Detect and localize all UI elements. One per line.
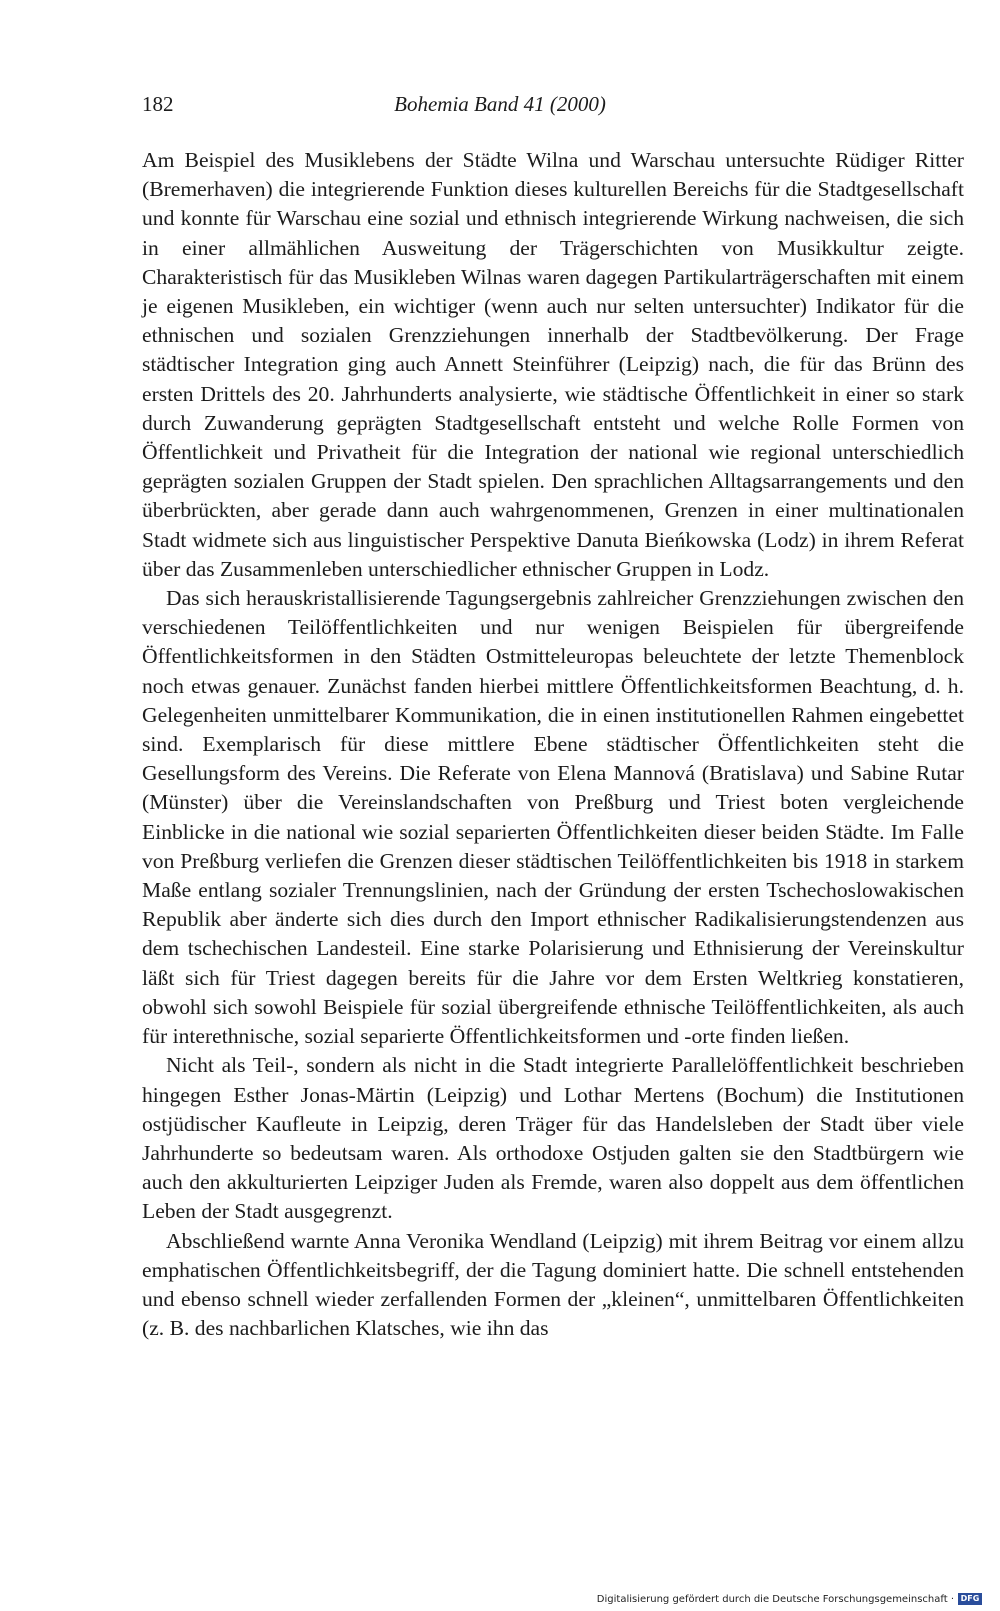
dfg-logo-icon: DFG [958,1593,982,1605]
paragraph: Am Beispiel des Musiklebens der Städte Wilna und Warschau untersuchte Rüdiger Ritter (Bremerhaven) die integrierende Funktion dieses kulturellen Bereichs für die Stadtgesellschaft und konnte für Warschau eine sozial und ethnisch integrierende Wirkung nachweisen, die sich in einer allmählichen Ausweitung der Trägerschichten von Musikkultur zeigte. Charakteristisch für das Musikleben Wilnas waren dagegen Partikularträgerschaften mit einem je eigenen Musikleben, ein wichtiger (wenn auch nur selten untersuchter) Indikator für die ethnischen und sozialen Grenzziehungen innerhalb der Stadtbevölkerung. Der Frage städtischer Integration ging auch Annett Steinführer (Leipzig) nach, die für das Brünn des ersten Drittels des 20. Jahrhunderts analysierte, wie städtische Öffentlichkeit in einer so stark durch Zuwanderung geprägten Stadtgesellschaft entsteht und welche Rolle Formen von Öffentlichkeit und Privatheit für die Integration der national wie regional unterschiedlich geprägten sozialen Gruppen der Stadt spielen. Den sprachlichen Alltagsarrangements und den überbrückten, aber gerade dann auch wahrgenommenen, Grenzen in einer multinationalen Stadt widmete sich aus linguistischer Perspektive Danuta Bieńkowska (Lodz) in ihrem Referat über das Zusammenleben unterschiedlicher ethnischer Gruppen in Lodz. [142,148,964,581]
digitization-footer [597,1593,982,1605]
paragraph: Das sich herauskristallisierende Tagungsergebnis zahlreicher Grenzziehungen zwischen den verschiedenen Teilöffentlichkeiten und nur wenigen Beispielen für übergreifende Öffentlichkeitsformen in den Städten Ostmitteleuropas beleuchtete der letzte Themenblock noch etwas genauer. Zunächst fanden hierbei mittlere Öffentlichkeitsformen Beachtung, d. h. Gelegenheiten unmittelbarer Kommunikation, die in einen institutionellen Rahmen eingebettet sind. Exemplarisch für diese mittlere Ebene städtischer Öffentlichkeiten steht die Gesellungsform des Vereins. Die Referate von Elena Mannová (Bratislava) und Sabine Rutar (Münster) über die Vereinslandschaften von Preßburg und Triest boten vergleichende Einblicke in die national wie sozial separierten Öffentlichkeiten dieser beiden Städte. Im Falle von Preßburg verliefen die Grenzen dieser städtischen Teilöffentlichkeiten bis 1918 in starkem Maße entlang sozialer Trennungslinien, nach der Gründung der ersten Tschechoslowakischen Republik aber änderte sich dies durch den Import ethnischer Radikalisierungstendenzen aus dem tschechischen Landesteil. Eine starke Polarisierung und Ethnisierung der Vereinskultur läßt sich für Triest dagegen bereits für die Jahre vor dem Ersten Weltkrieg konstatieren, obwohl sich sowohl Beispiele für sozial übergreifende ethnische Teilöffentlichkeiten, als auch für interethnische, sozial separierte Öffentlichkeitsformen und -orte finden ließen. [142,586,964,1049]
body-text [142,146,964,1343]
page-number: 182 [142,92,174,116]
footer-text: Digitalisierung gefördert durch die Deutsche Forschungsgemeinschaft · [596,1593,954,1605]
paragraph: Nicht als Teil-, sondern als nicht in die Stadt integrierte Parallelöffentlichkeit beschrieben hingegen Esther Jonas-Märtin (Leipzig) und Lothar Mertens (Bochum) die Institutionen ostjüdischer Kaufleute in Leipzig, deren Träger für das Handelsleben der Stadt über viele Jahrhunderte so bedeutsam waren. Als orthodoxe Ostjuden galten sie den Stadtbürgern wie auch den akkulturierten Leipziger Juden als Fremde, waren also doppelt aus dem öffentlichen Leben der Stadt ausgegrenzt. [142,1053,964,1224]
running-title: Bohemia Band 41 (2000) [394,92,606,116]
paragraph: Abschließend warnte Anna Veronika Wendland (Leipzig) mit ihrem Beitrag vor einem allzu emphatischen Öffentlichkeitsbegriff, der die Tagung dominiert hatte. Die schnell entstehenden und ebenso schnell wieder zerfallenden Formen der „kleinen“, unmittelbaren Öffentlichkeiten (z. B. des nachbarlichen Klatsches, wie ihn das [142,1228,964,1341]
